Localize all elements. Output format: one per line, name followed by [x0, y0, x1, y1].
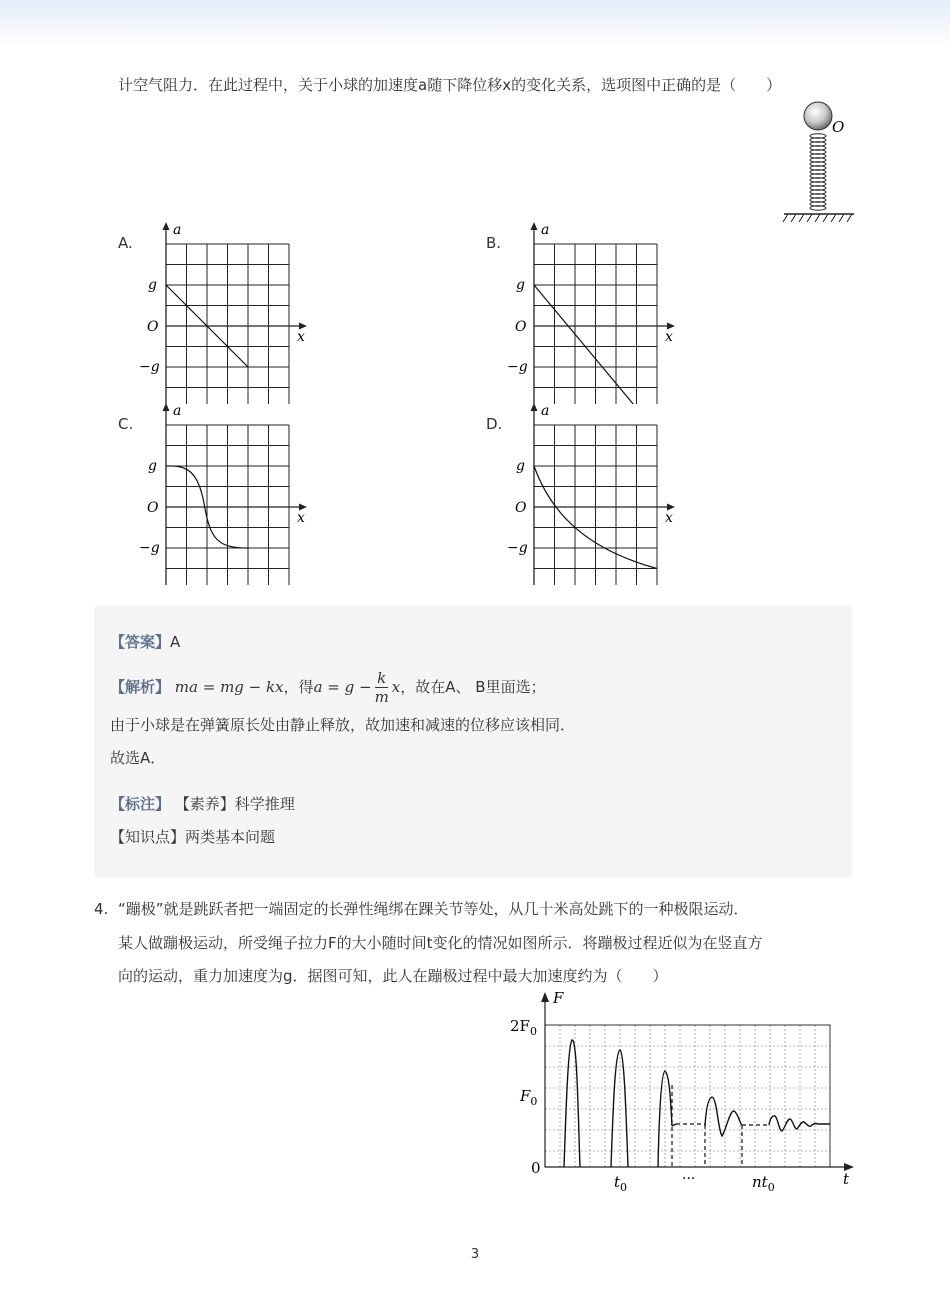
origin-tick-label: O: [515, 500, 527, 516]
header-band: [0, 0, 950, 46]
option-grid: [166, 425, 289, 585]
tick-ellipsis: ···: [682, 1171, 696, 1187]
answer-tag: 【答案】: [110, 633, 171, 651]
origin-tick-label: O: [147, 319, 159, 335]
option-a-label[interactable]: A.: [118, 234, 133, 252]
equation-tail: ，故在A、 B里面选；: [400, 678, 546, 696]
force-time-graph: [500, 990, 860, 1194]
option-grid: [534, 425, 657, 585]
question-4-number: 4.: [94, 900, 109, 918]
a-axis-label: a: [173, 222, 182, 238]
a-axis-label: a: [541, 403, 550, 419]
equation-2-right: x: [391, 678, 401, 696]
question-4-line-2: 某人做蹦极运动，所受绳子拉力F的大小随时间t变化的情况如图所示．将蹦极过程近似为在竖直方: [118, 934, 763, 952]
fraction-numerator: k: [377, 669, 387, 687]
graph-grid: [545, 1025, 830, 1167]
tick-t0: $t_0$: [614, 1173, 628, 1194]
graph-frame: [545, 1025, 830, 1167]
t-axis-label: t: [843, 1170, 850, 1188]
force-curve: [564, 1040, 830, 1167]
x-axis-label: x: [297, 510, 305, 526]
f-axis-label: F: [553, 990, 564, 1007]
g-tick-label: g: [148, 277, 157, 293]
note-tag: 【标注】: [110, 795, 171, 813]
origin-label: O: [832, 118, 845, 136]
option-d-graph[interactable]: [506, 401, 686, 585]
option-c-label[interactable]: C.: [118, 415, 134, 433]
option-curve: [534, 285, 637, 404]
a-axis-arrow: [163, 222, 170, 230]
knowledge-line: 【知识点】两类基本问题: [110, 828, 276, 846]
ground-hatch: [783, 214, 852, 222]
analysis-tag: 【解析】: [110, 678, 171, 696]
force-dashed: [672, 1085, 769, 1167]
analysis-line-2: 由于小球是在弹簧原长处由静止释放，故加速和减速的位移应该相同．: [110, 716, 576, 734]
x-axis-label: x: [665, 329, 673, 345]
question-4-line-3: 向的运动，重力加速度为g．据图可知，此人在蹦极过程中最大加速度约为（ ）: [118, 967, 668, 985]
option-grid: [534, 244, 657, 404]
question-3-stem: 计空气阻力．在此过程中，关于小球的加速度a随下降位移x的变化关系，选项图中正确的是（ ）: [118, 76, 782, 94]
spring-coil: [810, 134, 826, 210]
origin-tick-label: O: [515, 319, 527, 335]
question-4-line-1: “蹦极”就是跳跃者把一端固定的长弹性绳绑在踝关节等处，从几十米高处跳下的一种极限运动．: [118, 900, 749, 918]
analysis-line-3: 故选A．: [110, 749, 166, 767]
answer-line: [110, 631, 180, 653]
fraction-denominator: m: [374, 688, 389, 706]
tick-2f0: $2F_0$: [510, 1017, 537, 1038]
fraction: [375, 669, 389, 706]
option-b-graph[interactable]: [506, 220, 686, 404]
a-axis-arrow: [163, 403, 170, 411]
option-c-graph[interactable]: [138, 401, 318, 585]
neg-g-tick-label: −g: [139, 359, 160, 375]
option-d-label[interactable]: D.: [486, 415, 503, 433]
page-number: 3: [470, 1247, 480, 1262]
neg-g-tick-label: −g: [139, 540, 160, 556]
ball: [804, 102, 832, 130]
spring-ball-figure: [780, 96, 856, 230]
option-b-label[interactable]: B.: [486, 234, 502, 252]
g-tick-label: g: [516, 277, 525, 293]
g-tick-label: g: [516, 458, 525, 474]
origin-tick-label: O: [147, 500, 159, 516]
option-a-graph[interactable]: [138, 220, 318, 404]
a-axis-label: a: [173, 403, 182, 419]
answer-value: A: [170, 633, 181, 651]
option-grid: [166, 244, 289, 404]
f-axis-arrow: [541, 992, 549, 1002]
neg-g-tick-label: −g: [507, 359, 528, 375]
tick-nt0: $nt_0$: [752, 1173, 775, 1194]
neg-g-tick-label: −g: [507, 540, 528, 556]
analysis-line: [110, 665, 546, 709]
x-axis-label: x: [665, 510, 673, 526]
equation-2-left: a = g −: [313, 678, 372, 696]
a-axis-arrow: [531, 403, 538, 411]
x-axis-label: x: [297, 329, 305, 345]
tick-f0: $F_0$: [520, 1087, 538, 1108]
note-line: [110, 793, 295, 815]
a-axis-arrow: [531, 222, 538, 230]
equation-1: ma = mg − kx: [174, 678, 284, 696]
equation-sep: ，得: [283, 678, 314, 696]
a-axis-label: a: [541, 222, 550, 238]
note-text: 【素养】科学推理: [174, 795, 295, 813]
tick-origin: 0: [531, 1159, 541, 1177]
g-tick-label: g: [148, 458, 157, 474]
